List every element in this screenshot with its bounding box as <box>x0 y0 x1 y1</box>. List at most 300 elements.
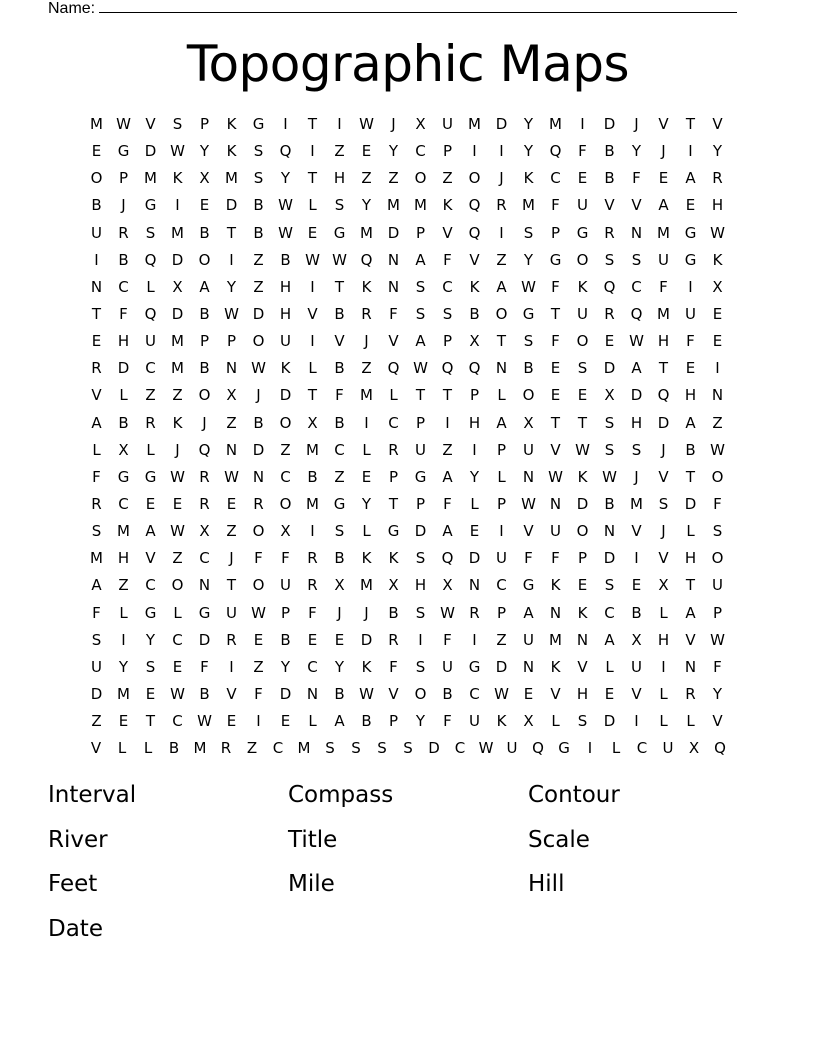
grid-letter: M <box>171 223 184 242</box>
grid-letter: S <box>415 305 426 324</box>
grid-letter: U <box>685 305 696 324</box>
grid-letter: I <box>364 413 369 432</box>
grid-letter: B <box>334 549 345 568</box>
grid-letter: M <box>549 630 562 649</box>
grid-letter: C <box>172 630 183 649</box>
word-list <box>48 778 768 956</box>
grid-letter: W <box>521 277 536 296</box>
grid-letter: S <box>442 305 453 324</box>
grid-letter: C <box>442 277 453 296</box>
grid-letter: V <box>658 115 669 134</box>
grid-letter: L <box>389 386 398 405</box>
grid-letter: P <box>496 440 507 459</box>
grid-letter: E <box>361 142 372 161</box>
grid-letter: H <box>684 386 697 405</box>
grid-letter: F <box>200 657 209 676</box>
grid-letter: S <box>145 223 156 242</box>
grid-letter: Y <box>199 142 210 161</box>
grid-letter: W <box>710 223 725 242</box>
grid-letter: M <box>549 115 562 134</box>
grid-letter: I <box>634 549 639 568</box>
grid-letter: I <box>310 142 315 161</box>
grid-letter: Y <box>523 250 534 269</box>
grid-letter: S <box>325 739 335 758</box>
grid-letter: G <box>387 522 400 541</box>
grid-letter: U <box>506 739 518 758</box>
grid-row <box>83 491 733 518</box>
grid-letter: L <box>117 739 127 758</box>
grid-letter: Z <box>118 576 129 595</box>
grid-letter: I <box>418 630 423 649</box>
grid-letter: H <box>684 549 697 568</box>
grid-letter: V <box>658 549 669 568</box>
grid-letter: N <box>495 359 508 378</box>
grid-row <box>83 681 733 708</box>
grid-letter: U <box>442 657 453 676</box>
grid-letter: O <box>171 576 184 595</box>
grid-letter: Y <box>631 142 642 161</box>
grid-letter: G <box>117 142 130 161</box>
grid-row <box>83 410 733 437</box>
word-list-item: Scale <box>528 826 590 853</box>
grid-letter: I <box>121 630 126 649</box>
grid-letter: X <box>523 712 534 731</box>
grid-letter: F <box>551 549 560 568</box>
grid-letter: T <box>442 386 453 405</box>
grid-letter: A <box>415 250 426 269</box>
grid-letter: A <box>631 359 642 378</box>
grid-letter: O <box>711 467 724 486</box>
grid-letter: H <box>117 549 130 568</box>
grid-letter: W <box>305 250 320 269</box>
grid-row <box>83 138 733 165</box>
grid-row <box>83 111 733 138</box>
grid-letter: Y <box>712 685 723 704</box>
grid-letter: R <box>307 549 318 568</box>
page-title: Topographic Maps <box>186 35 630 93</box>
grid-letter: F <box>254 685 263 704</box>
grid-letter: W <box>359 685 374 704</box>
grid-letter: A <box>658 196 669 215</box>
grid-letter: J <box>364 603 369 622</box>
grid-letter: Q <box>144 250 157 269</box>
grid-row <box>83 627 733 654</box>
grid-letter: M <box>306 495 319 514</box>
grid-letter: K <box>577 603 588 622</box>
grid-letter: C <box>145 359 156 378</box>
grid-letter: P <box>469 386 480 405</box>
grid-letter: U <box>577 305 588 324</box>
grid-letter: M <box>117 685 130 704</box>
grid-letter: Q <box>657 386 670 405</box>
grid-letter: O <box>522 386 535 405</box>
grid-letter: Q <box>630 305 643 324</box>
grid-letter: V <box>388 685 399 704</box>
grid-letter: O <box>198 250 211 269</box>
grid-letter: Z <box>361 359 372 378</box>
grid-letter: D <box>144 142 157 161</box>
grid-letter: B <box>199 685 210 704</box>
grid-letter: M <box>117 522 130 541</box>
word-list-item: Mile <box>288 871 335 897</box>
grid-letter: D <box>684 495 697 514</box>
grid-letter: Z <box>253 250 264 269</box>
grid-letter: T <box>226 223 237 242</box>
grid-letter: E <box>334 630 345 649</box>
grid-letter: L <box>686 522 695 541</box>
grid-letter: V <box>388 332 399 351</box>
grid-letter: D <box>576 495 589 514</box>
grid-letter: D <box>468 549 481 568</box>
grid-letter: K <box>577 467 588 486</box>
grid-letter: L <box>659 603 668 622</box>
grid-letter: M <box>144 169 157 188</box>
grid-letter: F <box>443 495 452 514</box>
grid-letter: Q <box>360 250 373 269</box>
grid-letter: C <box>172 712 183 731</box>
grid-letter: D <box>90 685 103 704</box>
grid-letter: W <box>710 440 725 459</box>
grid-letter: B <box>91 196 102 215</box>
grid-row <box>83 301 733 328</box>
grid-letter: X <box>226 386 237 405</box>
grid-letter: W <box>440 603 455 622</box>
grid-letter: N <box>549 495 562 514</box>
grid-letter: X <box>118 440 129 459</box>
grid-letter: Z <box>442 169 453 188</box>
grid-letter: O <box>252 522 265 541</box>
grid-letter: U <box>280 332 291 351</box>
grid-letter: Y <box>334 657 345 676</box>
grid-letter: U <box>91 223 102 242</box>
grid-letter: C <box>199 549 210 568</box>
grid-letter: W <box>548 467 563 486</box>
grid-letter: T <box>307 169 318 188</box>
grid-letter: C <box>636 739 648 758</box>
grid-row <box>83 355 733 382</box>
grid-letter: M <box>630 495 643 514</box>
grid-letter: R <box>604 223 615 242</box>
grid-letter: R <box>604 305 615 324</box>
grid-letter: O <box>576 250 589 269</box>
grid-letter: K <box>550 576 561 595</box>
grid-letter: J <box>634 467 639 486</box>
grid-letter: F <box>524 549 533 568</box>
grid-letter: O <box>468 169 481 188</box>
grid-letter: F <box>713 495 722 514</box>
grid-letter: U <box>226 603 237 622</box>
grid-letter: M <box>468 115 481 134</box>
grid-letter: F <box>308 603 317 622</box>
grid-letter: A <box>415 332 426 351</box>
grid-letter: S <box>604 576 615 595</box>
grid-letter: S <box>415 549 426 568</box>
grid-letter: S <box>334 196 345 215</box>
word-list-item: Interval <box>48 782 137 808</box>
grid-letter: N <box>522 657 535 676</box>
grid-letter: X <box>604 386 615 405</box>
grid-letter: E <box>550 386 561 405</box>
grid-letter: V <box>307 305 318 324</box>
grid-letter: P <box>712 603 723 622</box>
grid-letter: L <box>551 712 560 731</box>
grid-letter: P <box>496 495 507 514</box>
grid-letter: I <box>499 142 504 161</box>
grid-letter: W <box>602 467 617 486</box>
grid-letter: R <box>361 305 372 324</box>
grid-letter: J <box>499 169 504 188</box>
grid-letter: E <box>307 223 318 242</box>
grid-letter: Z <box>280 440 291 459</box>
grid-letter: V <box>91 386 102 405</box>
grid-letter: O <box>252 332 265 351</box>
grid-letter: B <box>388 603 399 622</box>
grid-letter: Y <box>361 196 372 215</box>
grid-letter: T <box>226 576 237 595</box>
grid-letter: E <box>307 630 318 649</box>
grid-row <box>83 382 733 409</box>
name-label: Name: <box>48 0 96 17</box>
grid-letter: B <box>604 169 615 188</box>
grid-letter: A <box>442 522 453 541</box>
grid-letter: R <box>226 630 237 649</box>
grid-row <box>83 545 733 572</box>
grid-letter: G <box>576 223 589 242</box>
grid-letter: Y <box>469 467 480 486</box>
grid-letter: B <box>280 630 291 649</box>
grid-letter: T <box>334 277 345 296</box>
grid-letter: I <box>94 250 99 269</box>
grid-letter: M <box>657 223 670 242</box>
grid-letter: R <box>91 495 102 514</box>
grid-letter: X <box>388 576 399 595</box>
grid-letter: D <box>198 630 211 649</box>
grid-letter: R <box>199 467 210 486</box>
grid-letter: E <box>685 196 696 215</box>
grid-letter: B <box>334 359 345 378</box>
grid-letter: N <box>225 440 238 459</box>
grid-letter: M <box>193 739 207 758</box>
grid-letter: G <box>522 305 535 324</box>
grid-letter: D <box>279 386 292 405</box>
grid-letter: M <box>90 549 103 568</box>
grid-letter: G <box>522 576 535 595</box>
grid-letter: I <box>688 277 693 296</box>
grid-letter: F <box>686 332 695 351</box>
grid-letter: B <box>253 223 264 242</box>
grid-letter: M <box>360 576 373 595</box>
grid-letter: Q <box>441 359 454 378</box>
grid-letter: Q <box>144 305 157 324</box>
grid-letter: T <box>550 305 561 324</box>
grid-letter: N <box>630 223 643 242</box>
grid-letter: C <box>496 576 507 595</box>
grid-letter: S <box>631 440 642 459</box>
grid-letter: K <box>172 413 183 432</box>
grid-letter: W <box>332 250 347 269</box>
grid-letter: W <box>278 196 293 215</box>
grid-letter: L <box>497 386 506 405</box>
grid-letter: D <box>603 712 616 731</box>
grid-letter: B <box>199 359 210 378</box>
grid-letter: P <box>442 142 453 161</box>
grid-letter: F <box>443 250 452 269</box>
grid-letter: G <box>684 223 697 242</box>
grid-letter: L <box>470 495 479 514</box>
grid-letter: H <box>711 196 724 215</box>
grid-letter: B <box>361 712 372 731</box>
grid-letter: S <box>604 250 615 269</box>
grid-letter: О <box>279 495 292 514</box>
grid-row <box>83 247 733 274</box>
grid-letter: S <box>577 359 588 378</box>
grid-letter: Z <box>361 169 372 188</box>
grid-letter: L <box>659 712 668 731</box>
word-list-item: Compass <box>288 782 394 808</box>
grid-letter: K <box>523 169 534 188</box>
grid-letter: M <box>657 305 670 324</box>
grid-letter: A <box>334 712 345 731</box>
grid-letter: M <box>171 332 184 351</box>
grid-letter: E <box>226 495 237 514</box>
grid-letter: U <box>415 440 426 459</box>
grid-letter: U <box>280 576 291 595</box>
grid-letter: O <box>711 549 724 568</box>
grid-letter: W <box>197 712 212 731</box>
grid-letter: A <box>496 413 507 432</box>
grid-letter: E <box>469 522 480 541</box>
grid-letter: O <box>90 169 103 188</box>
grid-letter: I <box>310 277 315 296</box>
grid-letter: I <box>256 712 261 731</box>
grid-letter: L <box>119 603 128 622</box>
grid-letter: Z <box>253 277 264 296</box>
grid-letter: E <box>253 630 264 649</box>
grid-letter: N <box>576 630 589 649</box>
grid-letter: S <box>91 522 102 541</box>
grid-letter: K <box>442 196 453 215</box>
grid-letter: N <box>90 277 103 296</box>
grid-letter: W <box>413 359 428 378</box>
grid-letter: Z <box>253 657 264 676</box>
grid-letter: I <box>715 359 720 378</box>
grid-letter: F <box>659 277 668 296</box>
grid-row <box>83 220 733 247</box>
grid-letter: J <box>661 522 666 541</box>
grid-letter: F <box>254 549 263 568</box>
grid-letter: J <box>202 413 207 432</box>
grid-letter: V <box>658 467 669 486</box>
grid-letter: T <box>388 495 399 514</box>
grid-letter: T <box>91 305 102 324</box>
grid-letter: E <box>91 332 102 351</box>
grid-letter: W <box>224 305 239 324</box>
grid-letter: T <box>685 115 696 134</box>
grid-letter: A <box>145 522 156 541</box>
grid-letter: X <box>631 630 642 649</box>
grid-letter: N <box>387 250 400 269</box>
grid-letter: L <box>92 440 101 459</box>
grid-letter: S <box>172 115 183 134</box>
grid-letter: F <box>551 332 560 351</box>
grid-letter: L <box>659 685 668 704</box>
grid-letter: J <box>634 115 639 134</box>
grid-letter: Z <box>334 142 345 161</box>
grid-letter: N <box>603 522 616 541</box>
grid-letter: L <box>308 359 317 378</box>
grid-letter: V <box>712 115 723 134</box>
grid-letter: I <box>283 115 288 134</box>
grid-letter: K <box>550 657 561 676</box>
grid-letter: P <box>226 332 237 351</box>
grid-letter: W <box>359 115 374 134</box>
name-underline[interactable] <box>99 0 737 13</box>
grid-letter: O <box>198 386 211 405</box>
grid-letter: E <box>550 359 561 378</box>
grid-row <box>83 735 733 762</box>
grid-letter: U <box>523 630 534 649</box>
grid-letter: Q <box>532 739 544 758</box>
word-list-item: Hill <box>528 871 565 897</box>
grid-letter: L <box>119 386 128 405</box>
grid-letter: I <box>634 712 639 731</box>
grid-letter: Q <box>468 359 481 378</box>
grid-letter: B <box>199 223 210 242</box>
grid-letter: H <box>657 332 670 351</box>
grid-letter: A <box>685 169 696 188</box>
grid-letter: Q <box>441 549 454 568</box>
grid-letter: B <box>442 685 453 704</box>
grid-letter: Z <box>226 413 237 432</box>
grid-letter: W <box>629 332 644 351</box>
grid-letter: A <box>442 467 453 486</box>
grid-letter: M <box>297 739 311 758</box>
grid-letter: N <box>387 277 400 296</box>
grid-letter: R <box>388 440 399 459</box>
grid-letter: Z <box>226 522 237 541</box>
grid-letter: E <box>604 332 615 351</box>
grid-letter: E <box>361 467 372 486</box>
grid-letter: Y <box>118 657 129 676</box>
grid-letter: Z <box>496 250 507 269</box>
word-list-item: Date <box>48 915 103 942</box>
grid-letter: V <box>145 115 156 134</box>
grid-letter: S <box>631 250 642 269</box>
grid-letter: W <box>251 359 266 378</box>
grid-letter: V <box>469 250 480 269</box>
grid-letter: G <box>144 467 157 486</box>
grid-letter: U <box>577 196 588 215</box>
grid-letter: Y <box>388 142 399 161</box>
grid-letter: C <box>550 169 561 188</box>
grid-letter: A <box>91 576 102 595</box>
grid-letter: P <box>199 332 210 351</box>
grid-letter: X <box>442 576 453 595</box>
grid-letter: S <box>253 169 264 188</box>
grid-letter: I <box>499 223 504 242</box>
grid-letter: W <box>494 685 509 704</box>
grid-letter: D <box>495 115 508 134</box>
grid-letter: S <box>415 603 426 622</box>
grid-letter: M <box>414 196 427 215</box>
grid-letter: B <box>253 196 264 215</box>
grid-letter: G <box>468 657 481 676</box>
grid-letter: U <box>550 522 561 541</box>
grid-letter: Q <box>279 142 292 161</box>
grid-letter: Q <box>549 142 562 161</box>
grid-letter: W <box>575 440 590 459</box>
grid-letter: B <box>280 250 291 269</box>
